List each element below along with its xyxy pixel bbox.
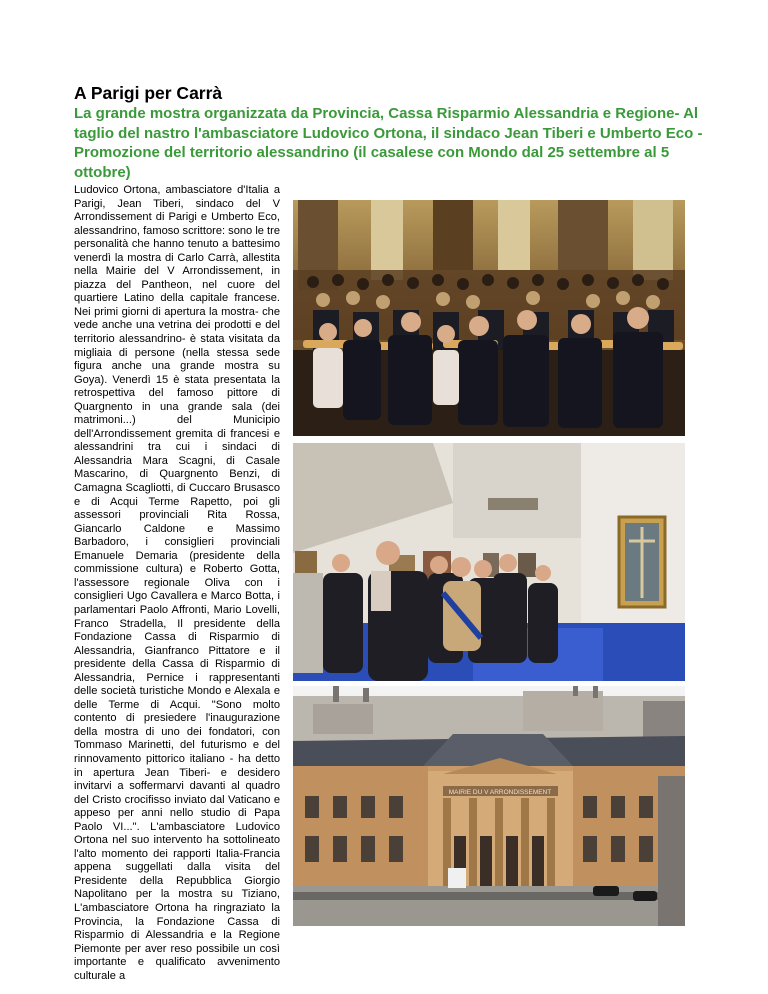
- article-subtitle: La grande mostra organizzata da Provincia, Cassa Risparmio Alessandria e Regione- Al taglio del nastro l'ambasciatore Ludovico Ortona, il sindaco Jean Tiberi e Umberto Eco - Promozione del territorio alessandrino (il casalese con Mondo dal 25 settembre al 5 ottobre): [74, 105, 703, 181]
- article-title: A Parigi per Carrà: [74, 83, 223, 103]
- photo-exhibition-visit: [293, 443, 685, 681]
- article-body: Ludovico Ortona, ambasciatore d'Italia a Parigi, Jean Tiberi, sindaco del V Arrondissement di Parigi e Umberto Eco, alessandrino, famoso scrittore: sono le tre personalità che hanno tenuto a battesimo venerdì la mostra di Carlo Carrà, allestita nella Mairie del V Arrondissement, in piazza del Pantheon, nel cuore del quartiere Latino della capitale francese. Nei primi giorni di apertura la mostra- che vede anche una vetrina dei prodotti e del territorio alessandrino- è stata visitata da migliaia di persone (nella stessa sede figura anche una grande mostra su Goya). Venerdì 15 è stata presentata la retrospettiva del famoso pittore di Quargnento in una grande sala (dei matrimoni...) del Municipio dell'Arrondissement gremita di francesi e alessandrini tra cui i sindaci di Alessandria Mara Scagni, di Casale Mascarino, di Quargnento Benzi, di Camagna Scagliotti, di Cuccaro Brusasco e di Acqui Terme Rapetto, poi gli assessori provinciali Rita Rossa, Giancarlo Caldone e Massimo Barbadoro, i consiglieri provinciali Emanuele Demaria (presidente della commissione cultura) e Roberto Gotta, l'assessore regionale Oliva con i consiglieri Ugo Cavallera e Marco Botta, i parlamentari Paolo Affronti, Mario Lovelli, Franco Stradella, Il presidente della Fondazione Cassa di Risparmio di Alessandria, Gianfranco Pittatore e il presidente della Cassa di Risparmio di Alessandria, Pernice i rappresentanti delle società turistiche Mondo e Alexala e delle Terme di Acqui. "Sono molto contento di presiedere l'inaugurazione della mostra di uno dei fondatori, con Tommaso Marinetti, del futurismo e del rinnovamento pittorico italiano - ha detto in apertura Jean Tiberi- e desidero invitarvi a soffermarvi davanti al quadro del Cristo crocifisso inviato dal Vaticano e appeso per anni nello studio di Papa Paolo VI...". L'ambasciatore Ludovico Ortona nel suo intervento ha sottolineato l'alto momento dei rapporti Italia-Francia appena suggellati dalla visita del Presidente della Repubblica Giorgio Napolitano per la mostra su Tiziano, L'ambasciatore Ortona ha ringraziato la Provincia, la Fondazione Cassa di Risparmio di Alessandria e la Regione Piemonte per aver reso possibile un così importante e qualificato avvenimento culturale a: [74, 184, 280, 982]
- facade-inscription: MAIRIE DU V ARRONDISSEMENT: [448, 789, 552, 796]
- photo-audience-hall: [293, 200, 685, 436]
- photo-mairie-building: [293, 686, 685, 926]
